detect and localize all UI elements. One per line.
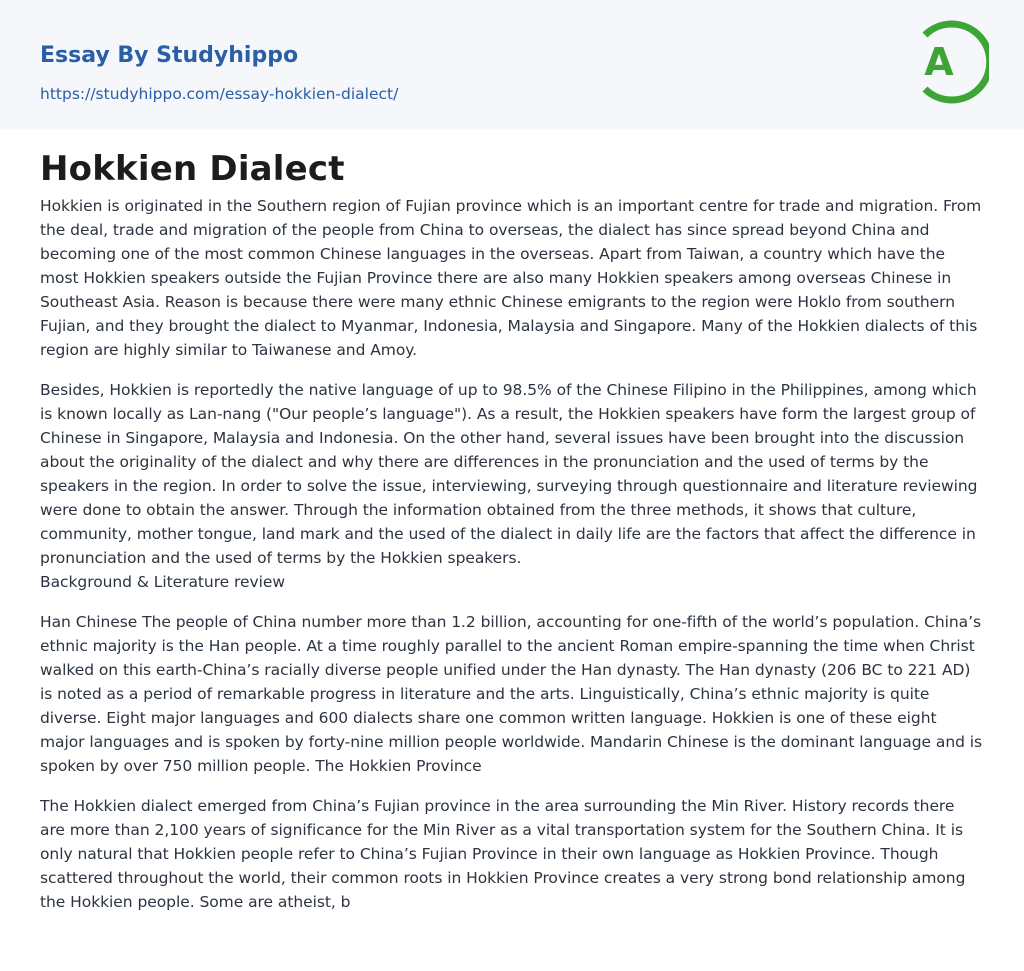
- article-paragraph-1: Hokkien is originated in the Southern region of Fujian province which is an important centre for trade and migration. From the deal, trade and migration of the people from China to overseas, the dialect has since spread beyond China and becoming one of the most common Chinese languages in the overseas. Apart from Taiwan, a country which have the most Hokkien speakers outside the Fujian Province there are also many Hokkien speakers among overseas Chinese in Southeast Asia. Reason is because there were many ethnic Chinese emigrants to the region were Hoklo from southern Fujian, and they brought the dialect to Myanmar, Indonesia, Malaysia and Singapore. Many of the Hokkien dialects of this region are highly similar to Taiwanese and Amoy.: [40, 197, 982, 359]
- section-heading-inline: Background & Literature review: [40, 573, 285, 591]
- logo-letter: A: [924, 40, 954, 84]
- page-header: [0, 0, 1024, 129]
- article-paragraph-2: [40, 378, 984, 594]
- article-paragraph-4: The Hokkien dialect emerged from China’s Fujian province in the area surrounding the Min River. History records there are more than 2,100 years of significance for the Min River as a vital transportation system for the Southern China. It is only natural that Hokkien people refer to China’s Fujian Province in their own language as Hokkien Province. Though scattered throughout the world, their common roots in Hokkien Province creates a very strong bond relationship among the Hokkien people. Some are atheist, b: [40, 797, 966, 911]
- source-url-link[interactable]: https://studyhippo.com/essay-hokkien-dialect/: [40, 85, 399, 103]
- brand-title: Essay By Studyhippo: [40, 43, 299, 68]
- studyhippo-logo-icon[interactable]: [909, 17, 989, 107]
- paragraph-2-text: Besides, Hokkien is reportedly the native language of up to 98.5% of the Chinese Filipino in the Philippines, among which is known locally as Lan-nang ("Our people’s language"). As a result, the Hokkien speakers have form the largest group of Chinese in Singapore, Malaysia and Indonesia. On the other hand, several issues have been brought into the discussion about the originality of the dialect and why there are differences in the pronunciation and the used of terms by the speakers in the region. In order to solve the issue, interviewing, surveying through questionnaire and literature reviewing were done to obtain the answer. Through the information obtained from the three methods, it shows that culture, community, mother tongue, land mark and the used of the dialect in daily life are the factors that affect the difference in pronunciation and the used of terms by the Hokkien speakers.: [40, 381, 978, 567]
- article-content: [40, 146, 984, 930]
- article-paragraph-3: Han Chinese The people of China number more than 1.2 billion, accounting for one-fifth of the world’s population. China’s ethnic majority is the Han people. At a time roughly parallel to the ancient Roman empire-spanning the time when Christ walked on this earth-China’s racially diverse people unified under the Han dynasty. The Han dynasty (206 BC to 221 AD) is noted as a period of remarkable progress in literature and the arts. Linguistically, China’s ethnic majority is quite diverse. Eight major languages and 600 dialects share one common written language. Hokkien is one of these eight major languages and is spoken by forty-nine million people worldwide. Mandarin Chinese is the dominant language and is spoken by over 750 million people. The Hokkien Province: [40, 613, 983, 775]
- page-title: Hokkien Dialect: [40, 149, 345, 189]
